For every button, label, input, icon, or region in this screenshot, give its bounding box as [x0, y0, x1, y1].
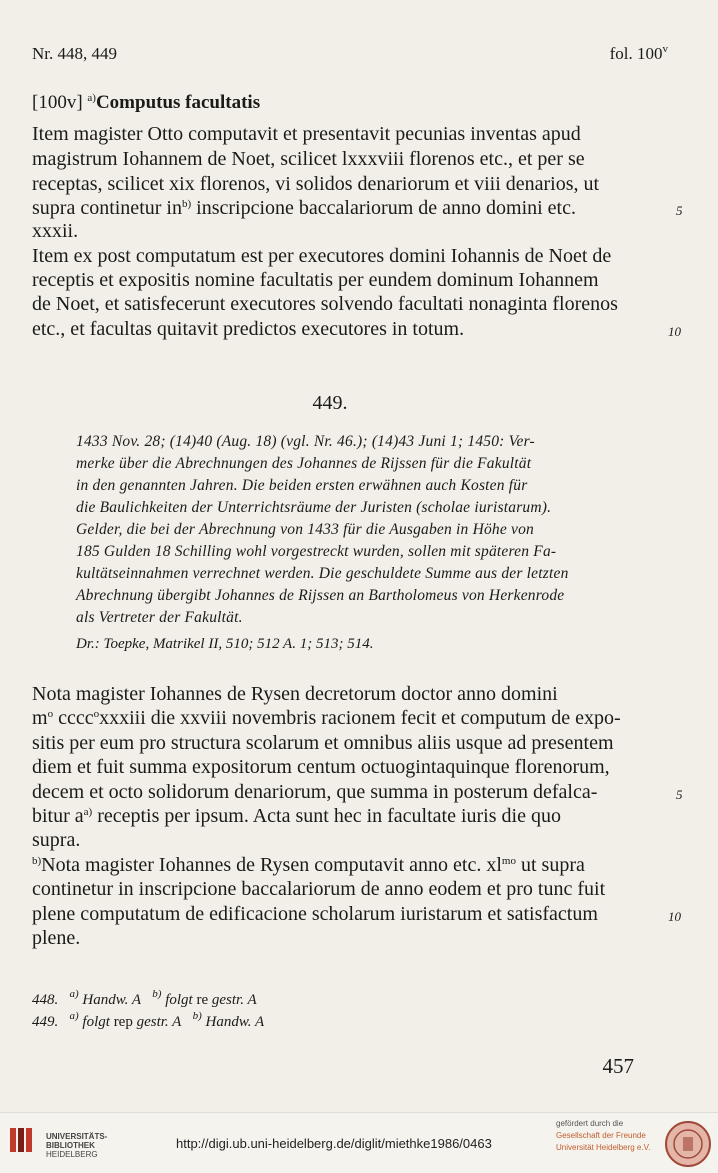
line-number: 5 — [676, 787, 683, 802]
summary-line: Abrechnung übergibt Johannes de Rijssen an Bartholomeus von Herkenrode — [76, 587, 565, 604]
text-line: xxxii. — [32, 220, 79, 242]
section-449-number: 449. — [312, 392, 348, 414]
text-line: supra. — [32, 829, 81, 851]
footnote-448: 448. $^{a)}$ Handw. A $^{b)}$ folgt re gestr. A — [32, 988, 257, 1008]
text-line: sitis per eum pro structura scolarum et omnibus aliis usque ad presentem — [32, 732, 614, 754]
text-line: receptis et expositis nomine facultatis per eundem dominum Iohannem — [32, 269, 599, 291]
line-number: 10 — [668, 324, 681, 339]
running-header-left: Nr. 448, 449 — [32, 44, 117, 63]
text-line: bitur $a^{a)}$ receptis per ipsum. Acta sunt hec in facultate iuris die quo — [32, 805, 561, 827]
footnote-449: 449. $^{a)}$ folgt rep gestr. A $^{b)}$ Handw. A — [32, 1010, 265, 1030]
text-line: decem et octo solidorum denariorum, que summa in posterum defalca- — [32, 781, 598, 803]
summary-line: die Baulichkeiten der Unterrichtsräume der Juristen (scholae iuristarum). — [76, 499, 552, 516]
library-name: UNIVERSITÄTS- BIBLIOTHEK HEIDELBERG — [46, 1132, 108, 1159]
running-header-right: fol. 100$^v$ — [609, 43, 668, 63]
sponsor-text: gefördert durch die Gesellschaft der Freunde Universität Heidelberg e.V. — [556, 1119, 651, 1152]
text-line: plene. — [32, 927, 81, 949]
text-line: continetur in inscripcione baccalariorum de anno eodem et pro tunc fuit — [32, 878, 606, 900]
text-line: Nota magister Iohannes de Rysen decretorum doctor anno domini — [32, 683, 558, 705]
section-448-title: [100v] $^{a)}$Computus facultatis — [32, 92, 261, 113]
page-url-link[interactable]: http://digi.ub.uni-heidelberg.de/diglit/miethke1986/0463 — [176, 1136, 492, 1151]
line-number: 10 — [668, 909, 681, 924]
text-line: receptas, scilicet xix florenos, vi solidos denariorum et viii denarios, ut — [32, 173, 600, 195]
text-line: supra continetur $in^{b)}$ inscripcione baccalariorum de anno domini etc. — [32, 197, 576, 219]
summary-line: 185 Gulden 18 Schilling wohl vorgestreckt wurden, sollen mit späteren Fa- — [76, 543, 557, 560]
text-line: $m^o$ cccc$^o$xxxiii die xxviii novembris racionem fecit et computum de expo- — [32, 707, 621, 729]
page-number: 457 — [602, 1054, 634, 1078]
text-line: plene computatum de edificacione scholarum iuristarum et satisfactum — [32, 903, 598, 925]
text-line: Item magister Otto computavit et presentavit pecunias inventas apud — [32, 123, 581, 145]
text-line: de Noet, et satisfecerunt executores solvendo facultati nonaginta florenos — [32, 293, 618, 315]
university-seal-icon — [664, 1120, 712, 1168]
text-line: Item ex post computatum est per executores domini Iohannis de Noet de — [32, 245, 612, 267]
text-line: etc., et facultas quitavit predictos executores in totum. — [32, 318, 465, 340]
print-reference: Dr.: Toepke, Matrikel II, 510; 512 A. 1; 513; 514. — [76, 636, 374, 652]
text-line: $^{b)}$Nota magister Iohannes de Rysen computavit anno etc. $xl^{mo}$ ut supra — [32, 854, 585, 876]
line-number: 5 — [676, 203, 683, 218]
summary-line: als Vertreter der Fakultät. — [76, 609, 243, 626]
summary-line: 1433 Nov. 28; (14)40 (Aug. 18) (vgl. Nr. 46.); (14)43 Juni 1; 1450: Ver- — [76, 433, 535, 450]
summary-line: Gelder, die bei der Abrechnung von 1433 für die Ausgaben in Höhe von — [76, 521, 534, 538]
text-line: diem et fuit summa expositorum centum octuogintaquinque florenorum, — [32, 756, 610, 778]
library-logo-icon — [6, 1122, 42, 1158]
summary-line: in den genannten Jahren. Die beiden ersten erwähnen auch Kosten für — [76, 477, 528, 494]
text-line: magistrum Iohannem de Noet, scilicet lxxxviii florenos etc., et per se — [32, 148, 585, 170]
summary-line: kultätseinnahmen verrechnet werden. Die geschuldete Summe aus der letzten — [76, 565, 569, 582]
summary-line: merke über die Abrechnungen des Johannes de Rijssen für die Fakultät — [76, 455, 532, 472]
